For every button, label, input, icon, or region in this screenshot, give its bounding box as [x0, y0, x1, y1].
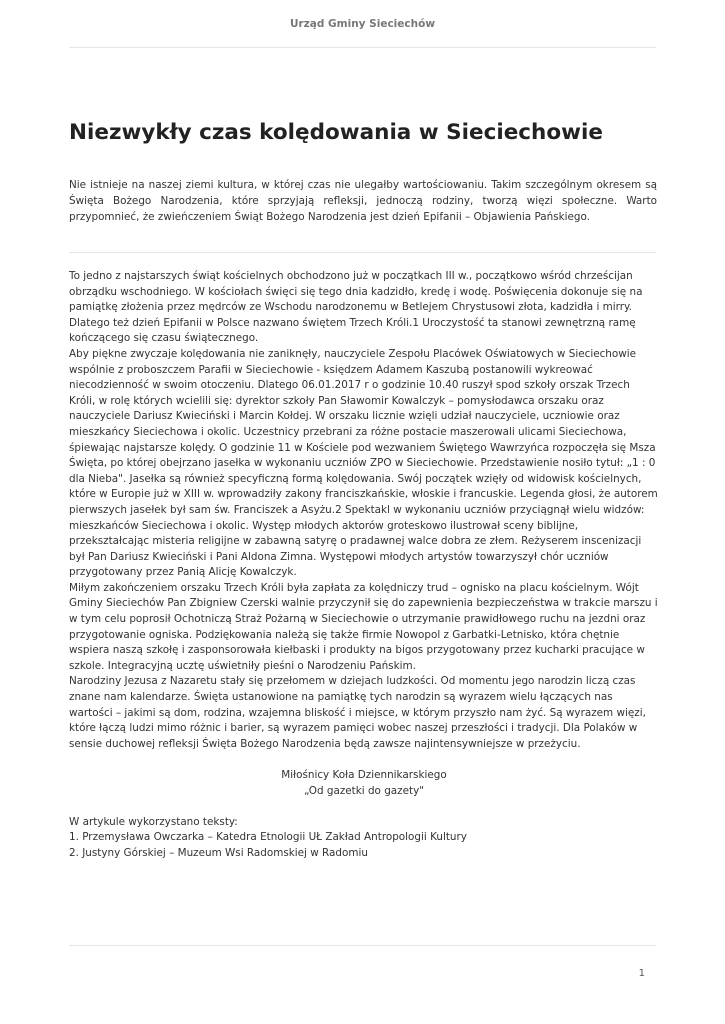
article-paragraph: Miłym zakończeniem orszaku Trzech Króli była zapłata za kolędniczy trud – ognisko na placu kościelnym. Wójt Gminy Sieciechów Pan Zbigniew Czerski walnie przyczynił się do zapewnienia bezpieczeństwa w trakcie marszu i w tym celu poprosił Ochotniczą Straż Pożarną w Sieciechowie o utrzymanie prawidłowego ruchu na jezdni oraz przygotowanie ogniska. Podziękowania należą się także firmie Nowopol z Garbatki-Letnisko, która chętnie wspiera naszą szkołę i zasponsorowała kiełbaski i produkty na bigos przygotowany przez kucharki pracujące w szkole. Integracyjną ucztę uświetniły pieśni o Narodzeniu Pańskim. [69, 581, 658, 672]
sources-intro: W artykule wykorzystano teksty: [69, 815, 238, 828]
article-paragraph: Narodziny Jezusa z Nazaretu stały się przełomem w dziejach ludzkości. Od momentu jego narodzin liczą czas znane nam kalendarze. Święta ustanowione na pamiątkę tych narodzin są wyrazem wielu łączących nas wartości – jakimi są dom, rodzina, wzajemna bliskość i miejsce, w którym przyszło nam żyć. Są wyrazem więzi, które łączą ludzi mimo różnic i barier, są wyrazem pamięci wobec naszej przeszłości i tradycji. Dla Polaków w sensie duchowej refleksji Święta Bożego Narodzenia będą zawsze najintensywniejsze w przeżyciu. [69, 675, 646, 750]
source-item: 2. Justyny Górskiej – Muzeum Wsi Radomskiej w Radomiu [69, 846, 368, 859]
lead-divider [69, 252, 656, 253]
footer-divider [69, 945, 656, 946]
signature-publication: „Od gazetki do gazety" [303, 784, 425, 797]
source-item: 1. Przemysława Owczarka – Katedra Etnologii UŁ Zakład Antropologii Kultury [69, 831, 467, 844]
article-lead: Nie istnieje na naszej ziemi kultura, w której czas nie ulegałby wartościowaniu. Takim szczególnym okresem są Święta Bożego Narodzenia, które sprzyjają refleksji, jednoczą rodziny, tworzą więzi społeczne. Warto przypomnieć, że zwieńczeniem Świąt Bożego Narodzenia jest dzień Epifanii – Objawienia Pańskiego. [69, 179, 657, 224]
sources-section [69, 815, 659, 862]
article-paragraph: To jedno z najstarszych świąt kościelnych obchodzono już w początkach III w., początkowo wśród chrześcijan obrządku wschodniego. W kościołach święci się tego dnia kadzidło, kredę i wodę. Poświęcenia dokonuje się na pamiątkę złożenia przez mędrców ze Wschodu narodzonemu w Betlejem Chrystusowi złota, kadzidła i mirry. Dlatego też dzień Epifanii w Polsce nazwano świętem Trzech Króli.1 Uroczystość ta stanowi zewnętrzną ramę kończącego się czasu świątecznego. [69, 270, 643, 345]
page-title: Niezwykły czas kolędowania w Sieciechowie [69, 120, 603, 145]
signature-author: Miłośnicy Koła Dziennikarskiego [281, 769, 447, 781]
article-body [69, 269, 659, 862]
page-number: 1 [638, 968, 645, 979]
article-paragraph: Aby piękne zwyczaje kolędowania nie zaniknęły, nauczyciele Zespołu Placówek Oświatowych w Sieciechowie wspólnie z proboszczem Parafii w Sieciechowie - księdzem Adamem Kaszubą postanowili wykreować niecodzienność w swoim otoczeniu. Dlatego 06.01.2017 r o godzinie 10.40 ruszył spod szkoły orszak Trzech Króli, w rolę których wcielili się: dyrektor szkoły Pan Sławomir Kowalczyk – pomysłodawca orszaku oraz nauczyciele Dariusz Kwieciński i Marcin Kołdej. W orszaku licznie wzięli udział nauczyciele, uczniowie oraz mieszkańcy Sieciechowa i okolic. Uczestnicy przebrani za różne postacie maszerowali ulicami Sieciechowa, śpiewając najstarsze kolędy. O godzinie 11 w Kościele pod wezwaniem Świętego Wawrzyńca rozpoczęła się Msza Święta, po której obejrzano jasełka w wykonaniu uczniów ZPO w Sieciechowie. Przedstawienie nosiło tytuł: „1 : 0 dla Nieba". Jasełka są również specyficzną formą kolędowania. Swój początek wzięły od widowisk kościelnych, które w Europie już w XIII w. wprowadziły zakony franciszkańskie, włoskie i francuskie. Legenda głosi, że autorem pierwszych jasełek był sam św. Franciszek a Asyżu.2 Spektakl w wykonaniu uczniów przyciągnął wielu widzów: mieszkańców Sieciechowa i okolic. Występ młodych aktorów groteskowo ilustrował sceny biblijne, przekształcając misteria religijne w zabawną satyrę o pradawnej walce dobra ze złem. Reżyserem inscenizacji był Pan Dariusz Kwieciński i Pani Aldona Zimna. Występowi młodych artystów towarzyszył chór uczniów przygotowany przez Panią Alicję Kowalczyk. [69, 347, 658, 579]
article-signature [69, 768, 659, 799]
site-header: Urząd Gminy Sieciechów [289, 18, 436, 30]
header-divider [69, 47, 656, 48]
